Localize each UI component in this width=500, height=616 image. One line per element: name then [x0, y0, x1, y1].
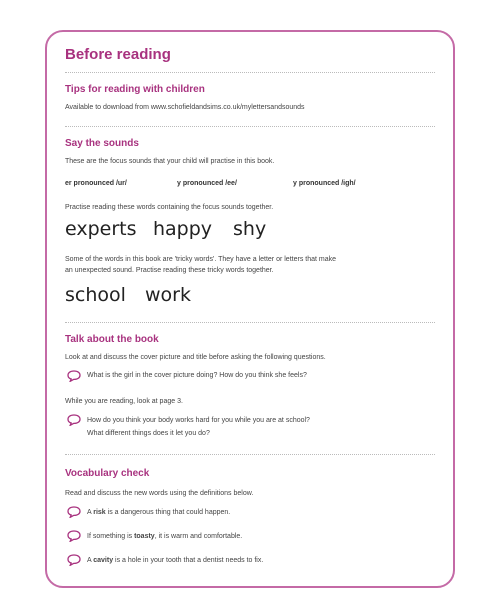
- page-title: Before reading: [65, 46, 171, 63]
- talk-intro: Look at and discuss the cover picture and title before asking the following questions.: [65, 354, 326, 361]
- vocab-pre: A: [87, 509, 94, 516]
- vocab-word: toasty: [134, 533, 155, 540]
- vocab-pre: A: [87, 557, 94, 564]
- speech-bubble-icon: [67, 370, 81, 382]
- focus-sound-1: er pronounced /ur/: [65, 180, 127, 187]
- tips-heading: Tips for reading with children: [65, 84, 205, 95]
- talk-heading: Talk about the book: [65, 334, 159, 345]
- tips-text: Available to download from www.schofieldandsims.co.uk/mylettersandsounds: [65, 104, 305, 111]
- vocab-word: risk: [93, 509, 106, 516]
- speech-bubble-icon: [67, 414, 81, 426]
- focus-sound-3: y pronounced /igh/: [293, 180, 356, 187]
- divider: [65, 72, 435, 73]
- divider: [65, 126, 435, 127]
- question-1: What is the girl in the cover picture doing? How do you think she feels?: [87, 372, 307, 379]
- speech-bubble-icon: [67, 506, 81, 518]
- focus-word-1: experts: [65, 218, 137, 240]
- sounds-heading: Say the sounds: [65, 138, 139, 149]
- tricky-intro-line-1: Some of the words in this book are 'tricky words'. They have a letter or letters that make: [65, 256, 336, 263]
- tricky-word-2: work: [145, 284, 191, 306]
- focus-sound-2: y pronounced /ee/: [177, 180, 237, 187]
- focus-word-3: shy: [233, 218, 267, 240]
- speech-bubble-icon: [67, 530, 81, 542]
- vocab-intro: Read and discuss the new words using the definitions below.: [65, 490, 254, 497]
- vocab-item: [87, 507, 230, 519]
- vocab-definition: , it is warm and comfortable.: [154, 533, 243, 540]
- vocab-word: cavity: [93, 557, 114, 564]
- before-reading-card: [45, 30, 455, 588]
- vocab-item: [87, 555, 263, 567]
- question-2-line-1: How do you think your body works hard for you while you are at school?: [87, 417, 310, 424]
- sounds-practise: Practise reading these words containing the focus sounds together.: [65, 204, 274, 211]
- vocab-definition: is a dangerous thing that could happen.: [105, 509, 231, 516]
- question-2-line-2: What different things does it let you do?: [87, 430, 210, 437]
- talk-while: While you are reading, look at page 3.: [65, 398, 183, 405]
- tricky-intro-line-2: an unexpected sound. Practise reading these tricky words together.: [65, 267, 274, 274]
- divider: [65, 454, 435, 455]
- divider: [65, 322, 435, 323]
- tricky-word-1: school: [65, 284, 126, 306]
- sounds-intro: These are the focus sounds that your child will practise in this book.: [65, 158, 275, 165]
- speech-bubble-icon: [67, 554, 81, 566]
- vocab-pre: If something is: [87, 533, 135, 540]
- vocab-item: [87, 531, 242, 543]
- vocab-definition: is a hole in your tooth that a dentist needs to fix.: [113, 557, 264, 564]
- focus-word-2: happy: [153, 218, 213, 240]
- vocab-heading: Vocabulary check: [65, 468, 150, 479]
